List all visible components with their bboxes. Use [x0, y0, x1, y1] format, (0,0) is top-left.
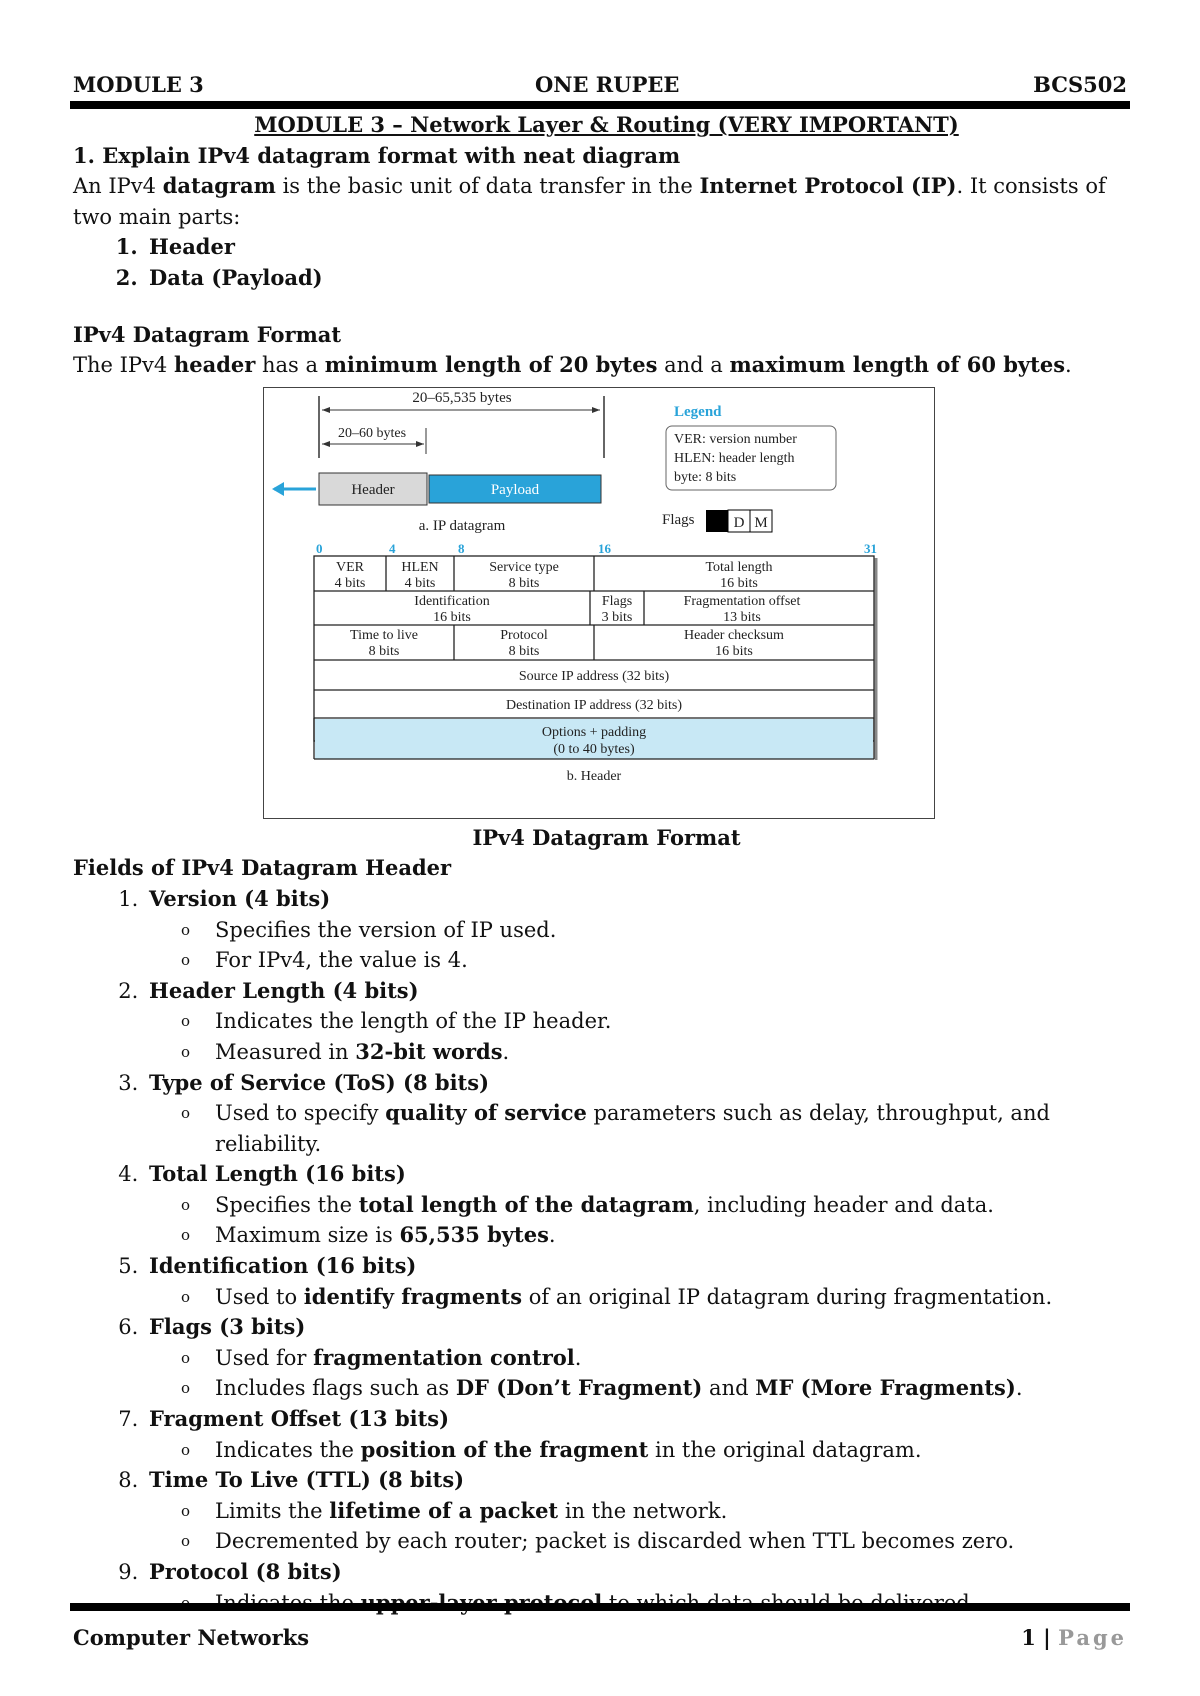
bit-label: 16	[598, 540, 611, 556]
bullet-item: o Indicates the length of the IP header.	[215, 1006, 1140, 1037]
legend-title: Legend	[674, 403, 722, 420]
svg-text:4 bits: 4 bits	[334, 575, 366, 591]
field-item	[145, 1159, 1140, 1251]
bullet-item: o Specifies the version of IP used.	[215, 915, 1140, 946]
bit-label: 8	[458, 540, 465, 556]
field-title: Time To Live (TTL) (8 bits)	[149, 1467, 465, 1493]
field-item	[145, 1465, 1140, 1557]
svg-text:4 bits: 4 bits	[404, 575, 436, 591]
field-title: Protocol (8 bits)	[149, 1559, 342, 1584]
page-number: 1 | Page	[1021, 1625, 1127, 1650]
header-block-label: Header	[351, 481, 395, 498]
field-title: Identification (16 bits)	[149, 1253, 417, 1279]
field-title: Version (4 bits)	[149, 885, 331, 911]
field-bullets	[149, 1435, 1140, 1466]
field-bullets	[149, 1006, 1140, 1067]
svg-text:D: D	[733, 514, 745, 531]
field-service-type: Service type	[489, 559, 559, 575]
field-protocol: Protocol	[500, 627, 548, 643]
list-item: 2. Data (Payload)	[145, 263, 1140, 294]
legend-line: VER: version number	[674, 431, 797, 447]
bullet-item: o Measured in 32-bit words.	[215, 1037, 1140, 1068]
field-title: Fragment Offset (13 bits)	[149, 1406, 450, 1432]
field-title: Header Length (4 bits)	[149, 977, 419, 1003]
header-rule	[70, 101, 1130, 109]
arrow-left-icon	[272, 482, 284, 496]
field-title: Total Length (16 bits)	[149, 1161, 406, 1187]
field-bullets	[149, 1343, 1140, 1404]
field-hlen: HLEN	[401, 559, 439, 575]
module-title: MODULE 3 – Network Layer & Routing (VERY IMPORTANT)	[254, 112, 959, 137]
svg-text:8 bits: 8 bits	[508, 643, 540, 659]
field-item	[145, 884, 1140, 976]
svg-text:(0 to 40 bytes): (0 to 40 bytes)	[553, 741, 635, 757]
footer-rule	[70, 1603, 1130, 1611]
svg-text:8 bits: 8 bits	[508, 575, 540, 591]
field-bullets	[149, 1098, 1140, 1159]
subfigure-a-caption: a. IP datagram	[418, 517, 506, 534]
field-identification: Identification	[414, 593, 490, 609]
svg-text:16 bits: 16 bits	[720, 575, 758, 591]
svg-text:8 bits: 8 bits	[368, 643, 400, 659]
field-bullets	[149, 1190, 1140, 1251]
header-brand: ONE RUPEE	[535, 72, 680, 97]
figure-caption: IPv4 Datagram Format	[472, 824, 741, 850]
parts-list	[73, 232, 1140, 293]
field-item	[145, 976, 1140, 1068]
bit-label: 0	[316, 540, 323, 556]
total-size-label: 20–65,535 bytes	[412, 389, 512, 406]
header-length-paragraph: The IPv4 header has a minimum length of 20 bytes and a maximum length of 60 bytes.	[73, 352, 1072, 378]
field-ttl: Time to live	[350, 627, 418, 643]
field-item	[145, 1312, 1140, 1404]
header-size-label: 20–60 bytes	[337, 425, 407, 441]
field-source-ip: Source IP address (32 bits)	[518, 668, 670, 684]
flag-reserved	[706, 510, 728, 532]
payload-block-label: Payload	[490, 481, 540, 498]
field-fragment-offset: Fragmentation offset	[683, 593, 801, 609]
field-title: Type of Service (ToS) (8 bits)	[149, 1069, 490, 1095]
ipv4-datagram-figure	[263, 387, 935, 819]
svg-text:16 bits: 16 bits	[433, 609, 471, 625]
bullet-item: o Used for fragmentation control.	[215, 1343, 1140, 1374]
question-heading: 1. Explain IPv4 datagram format with neat diagram	[73, 142, 681, 168]
field-item	[145, 1068, 1140, 1160]
subfigure-b-caption: b. Header	[566, 768, 622, 784]
bit-label: 4	[389, 540, 396, 556]
field-bullets	[149, 1496, 1140, 1557]
bullet-item: o Used to identify fragments of an original IP datagram during fragmentation.	[215, 1282, 1140, 1313]
bullet-item: o For IPv4, the value is 4.	[215, 945, 1140, 976]
footer-course: Computer Networks	[73, 1625, 310, 1650]
bullet-item: o Specifies the total length of the datagram, including header and data.	[215, 1190, 1140, 1221]
bullet-item: o Decremented by each router; packet is discarded when TTL becomes zero.	[215, 1526, 1140, 1557]
bullet-item: o Indicates the position of the fragment in the original datagram.	[215, 1435, 1140, 1466]
intro-paragraph: An IPv4 datagram is the basic unit of data transfer in the Internet Protocol (IP). It consists of two main parts:	[73, 173, 1106, 229]
svg-text:M: M	[754, 514, 768, 531]
field-total-length: Total length	[705, 559, 773, 575]
bit-label: 31	[864, 540, 877, 556]
format-heading: IPv4 Datagram Format	[73, 321, 342, 347]
bullet-item: o Limits the lifetime of a packet in the network.	[215, 1496, 1140, 1527]
field-checksum: Header checksum	[684, 627, 784, 643]
fields-heading: Fields of IPv4 Datagram Header	[73, 855, 452, 881]
header-module: MODULE 3	[73, 72, 204, 97]
svg-text:3 bits: 3 bits	[601, 609, 633, 625]
svg-text:16 bits: 16 bits	[715, 643, 753, 659]
flags-label: Flags	[662, 511, 695, 528]
bullet-item: o Includes flags such as DF (Don’t Fragment) and MF (More Fragments).	[215, 1373, 1140, 1404]
field-title: Flags (3 bits)	[149, 1314, 306, 1340]
page-header	[73, 72, 1127, 102]
legend-line: byte: 8 bits	[674, 469, 737, 485]
page-content	[73, 110, 1140, 1618]
field-options: Options + padding	[541, 724, 647, 740]
field-flags: Flags	[601, 593, 633, 609]
field-ver: VER	[336, 559, 364, 575]
field-bullets	[149, 915, 1140, 976]
field-bullets	[149, 1282, 1140, 1313]
bullet-item: o Used to specify quality of service parameters such as delay, throughput, and reliability.	[215, 1098, 1140, 1159]
fields-list	[73, 884, 1140, 1618]
field-destination-ip: Destination IP address (32 bits)	[505, 697, 683, 713]
legend-line: HLEN: header length	[674, 450, 795, 466]
field-item	[145, 1404, 1140, 1465]
header-course-code: BCS502	[1033, 72, 1127, 97]
list-item: 1. Header	[145, 232, 1140, 263]
svg-text:13 bits: 13 bits	[723, 609, 761, 625]
page-footer	[73, 1625, 1127, 1650]
bullet-item: o Maximum size is 65,535 bytes.	[215, 1220, 1140, 1251]
field-item	[145, 1251, 1140, 1312]
